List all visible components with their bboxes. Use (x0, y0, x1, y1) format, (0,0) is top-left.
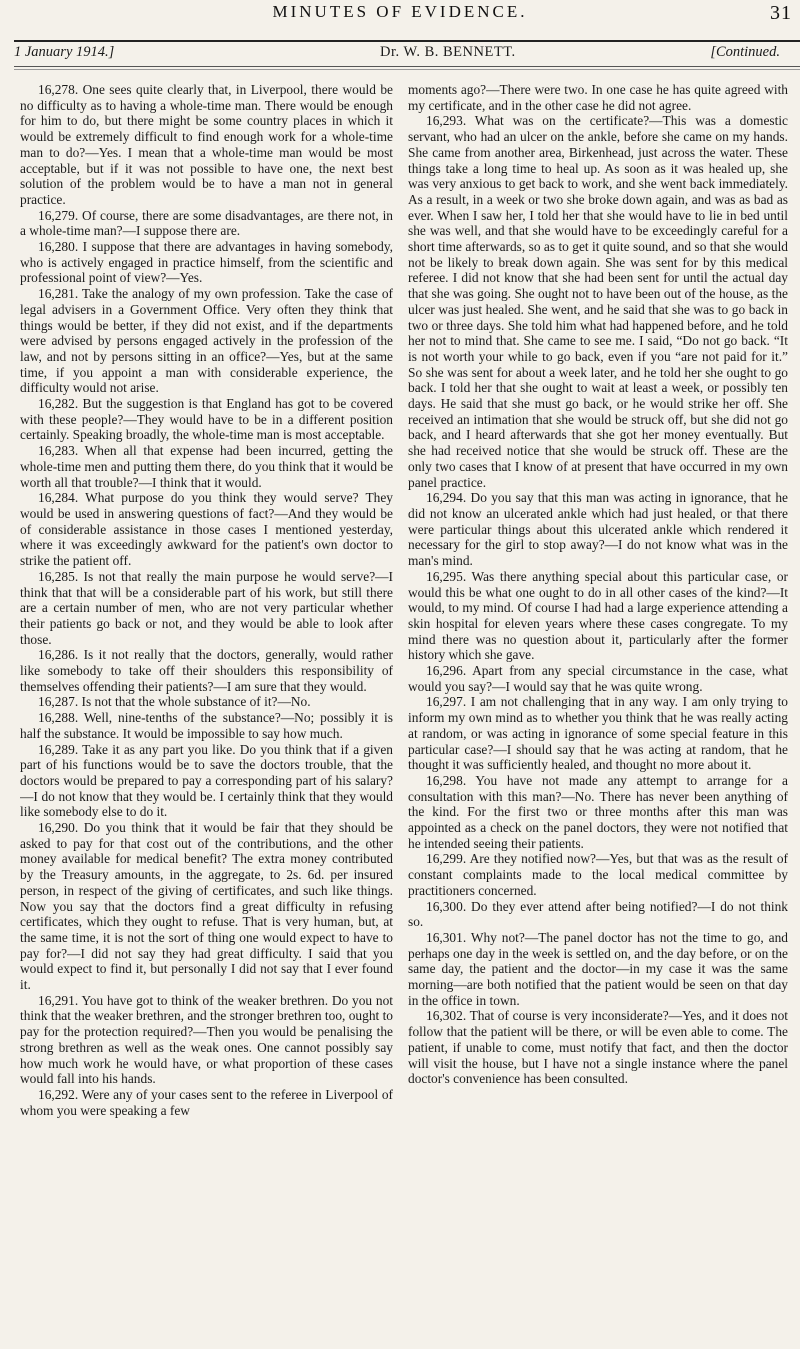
paragraph: 16,295. Was there anything special about this particular case, or would this be what one ought to do in all other cases of the kind?—It would, to my mind. Of course I had had a large experience attending a skin hospital for eleven years where these cases congregate. To my mind there was no question about it, particularly after the former history which she gave. (408, 568, 788, 663)
paragraph: 16,278. One sees quite clearly that, in Liverpool, there would be no difficulty as to having a whole-time man. There would be enough for him to do, but there might be some country places in which it would be extremely difficult to find enough work for a whole-time man to do?—Yes. I mean that a whole-time man would be most acceptable, but if it was not possible to have one, the next best solution of the problem would be to have a man not in general practice. (20, 82, 393, 207)
subheader (0, 44, 800, 66)
paragraph: 16,286. Is it not really that the doctors, generally, would rather like somebody to take off their shoulders this responsibility of themselves offending their patients?—I am sure that they would. (20, 647, 393, 694)
paragraph: 16,298. You have not made any attempt to arrange for a consultation with this man?—No. There has never been anything of the kind. For the first two or three months after this man was appointed as a check on the panel doctors, they were not notified that he intended seeing their patients. (408, 772, 788, 851)
paragraph: 16,287. Is not that the whole substance of it?—No. (38, 694, 311, 710)
paragraph: 16,279. Of course, there are some disadvantages, are there not, in a whole-time man?—I suppose there are. (20, 207, 393, 239)
paragraph: 16,284. What purpose do you think they would serve? They would be used in answering questions of fact?—And they would be of considerable assistance in those cases I mentioned yesterday, where it was exceedingly awkward for the patient's own doctor to strike the patient off. (20, 490, 393, 569)
paragraph: 16,282. But the suggestion is that England has got to be covered with these people?—They would have to be in a different position certainly. Speaking broadly, the whole-time man is most acceptable. (20, 396, 393, 443)
paragraph: 16,294. Do you say that this man was acting in ignorance, that he did not know an ulcerated ankle which had just healed, or that there were particular things about this ulcerated ankle which rendered it necessary for the girl to stop away?—I do not know what was in the man's mind. (408, 490, 788, 569)
running-title: MINUTES OF EVIDENCE. (272, 2, 528, 21)
continued-label: [Continued. (710, 44, 780, 60)
paragraph: 16,285. Is not that really the main purpose he would serve?—I think that that will be a considerable part of his work, but still there are a certain number of men, who are not very particular whether their patients go back or not, and they would be able to look after those. (20, 568, 393, 647)
paragraph: moments ago?—There were two. In one case he has quite agreed with my certificate, and in the other case he did not agree. (408, 82, 788, 113)
paragraph: 16,296. Apart from any special circumstance in the case, what would you say?—I would say that he was quite wrong. (408, 663, 788, 694)
paragraph: 16,299. Are they notified now?—Yes, but that was as the result of constant complaints made to the local medical committee by practitioners concerned. (408, 851, 788, 898)
left-column (20, 82, 393, 1344)
subheader-rule-thin (14, 69, 800, 70)
running-head (0, 2, 800, 42)
paragraph: 16,281. Take the analogy of my own profession. Take the case of legal advisers in a Government Office. Very often they think that things would be better, if they did not exist, and if the departments were advised by persons engaged actively in the profession of the law, and not by persons sitting in an office?—Yes, but at the same time, if you appoint a man with considerable experience, the difficulty would not arise. (20, 286, 393, 396)
hearing-date: 1 January 1914.] (14, 44, 115, 60)
paragraph: 16,292. Were any of your cases sent to the referee in Liverpool of whom you were speaking a few (20, 1087, 393, 1118)
paragraph: 16,293. What was on the certificate?—This was a domestic servant, who had an ulcer on the ankle, before she came on my hands. She came from another area, Birkenhead, just across the water. These things take a long time to heal up. As soon as it was healed up, she was very anxious to get back to work, and she went back immediately. As a result, in a week or two she broke down again, and was as bad as ever. When I saw her, I told her that she would have to lie in bed until she was well, and that she would have to be exceedingly careful for a short time afterwards, so as to get it quite sound, and so that she would not be likely to break down again. She was sent for by this medical referee. I did not know that she had been sent for until the actual day that she was going. She ought not to have been out of the house, as the ulcer was just healed. She went, and he said that she was to go back in two or three days. She told him what had happened before, and he told her not to mind that. She came to see me. I said, “Do not go back. “It is not worth your while to go back, even if you “are not paid for it.” So she was sent for about a week later, and he told her she ought to go back. I told her that she ought to wait at least a week, or possibly ten days. He said that she must go back, or he would strike her off. She received an intimation that she would be struck off, but she did not go back, and I heard afterwards that she got her money eventually. But she had received notice that she would be struck off. These are the only two cases that I know of at present that have occurred in my own panel practice. (408, 113, 788, 490)
paragraph: 16,280. I suppose that there are advantages in having somebody, who is actively engaged in practice himself, from the scientific and professional point of view?—Yes. (20, 239, 393, 286)
header-rule (14, 40, 800, 42)
paragraph: 16,290. Do you think that it would be fair that they should be asked to pay for that cost out of the contributions, and the other money available for medical benefit? The extra money contributed by the Treasury amounts, in the aggregate, to 2s. 6d. per insured person, in respect of the giving of certificates, and such like things. Now you say that the doctors find a great difficulty in refusing certificates, which they ought to refuse. That is very human, but, at the same time, it is not the sort of thing one would expect to have to pay for?—I did not say they had great difficulty. I said that you would expect to find it, but personally I did not say that I ever found it. (20, 820, 393, 993)
right-column (408, 82, 788, 1344)
paragraph: 16,288. Well, nine-tenths of the substance?—No; possibly it is half the substance. It would be impossible to say how much. (20, 710, 393, 741)
paragraph: 16,301. Why not?—The panel doctor has not the time to go, and perhaps one day in the week is settled on, and the day before, or on the same day, the patient and the doctor—in my case it was the same morning—are both notified that the patient would be seen on that day in the office in town. (408, 929, 788, 1008)
subheader-rule (14, 66, 800, 67)
witness-name: Dr. W. B. BENNETT. (380, 44, 516, 60)
page-number: 31 (770, 2, 792, 24)
paragraph: 16,283. When all that expense had been incurred, getting the whole-time men and putting them there, do you think that it would be worth all that trouble?—I think that it would. (20, 443, 393, 490)
paragraph: 16,289. Take it as any part you like. Do you think that if a given part of his functions would be to save the doctors trouble, that the doctors would be prepared to pay a corresponding part of his salary?—I do not know that they would be. I certainly think that they would like somebody else to do it. (20, 741, 393, 820)
paragraph: 16,302. That of course is very inconsiderate?—Yes, and it does not follow that the patient will be there, or will be even able to come. The patient, if unable to come, must notify that fact, and then the doctor will visit the house, but I have not a single instance where the panel doctor's convenience has been consulted. (408, 1008, 788, 1087)
paragraph: 16,300. Do they ever attend after being notified?—I do not think so. (408, 898, 788, 930)
paragraph: 16,291. You have got to think of the weaker brethren. Do you not think that the weaker brethren, and the stronger brethren too, ought to pay for the protection required?—Then you would be penalising the strong brethren as well as the weak ones. One cannot possibly say how much work he would have, or what proportion of these cases would fall into his hands. (20, 992, 393, 1087)
paragraph: 16,297. I am not challenging that in any way. I am only trying to inform my own mind as to whether you think that he was really acting at random, or was acting in ignorance of some special feature in this particular case?—I should say that he was acting at random, that he thought it was sufficiently healed, and thought no more about it. (408, 694, 788, 773)
